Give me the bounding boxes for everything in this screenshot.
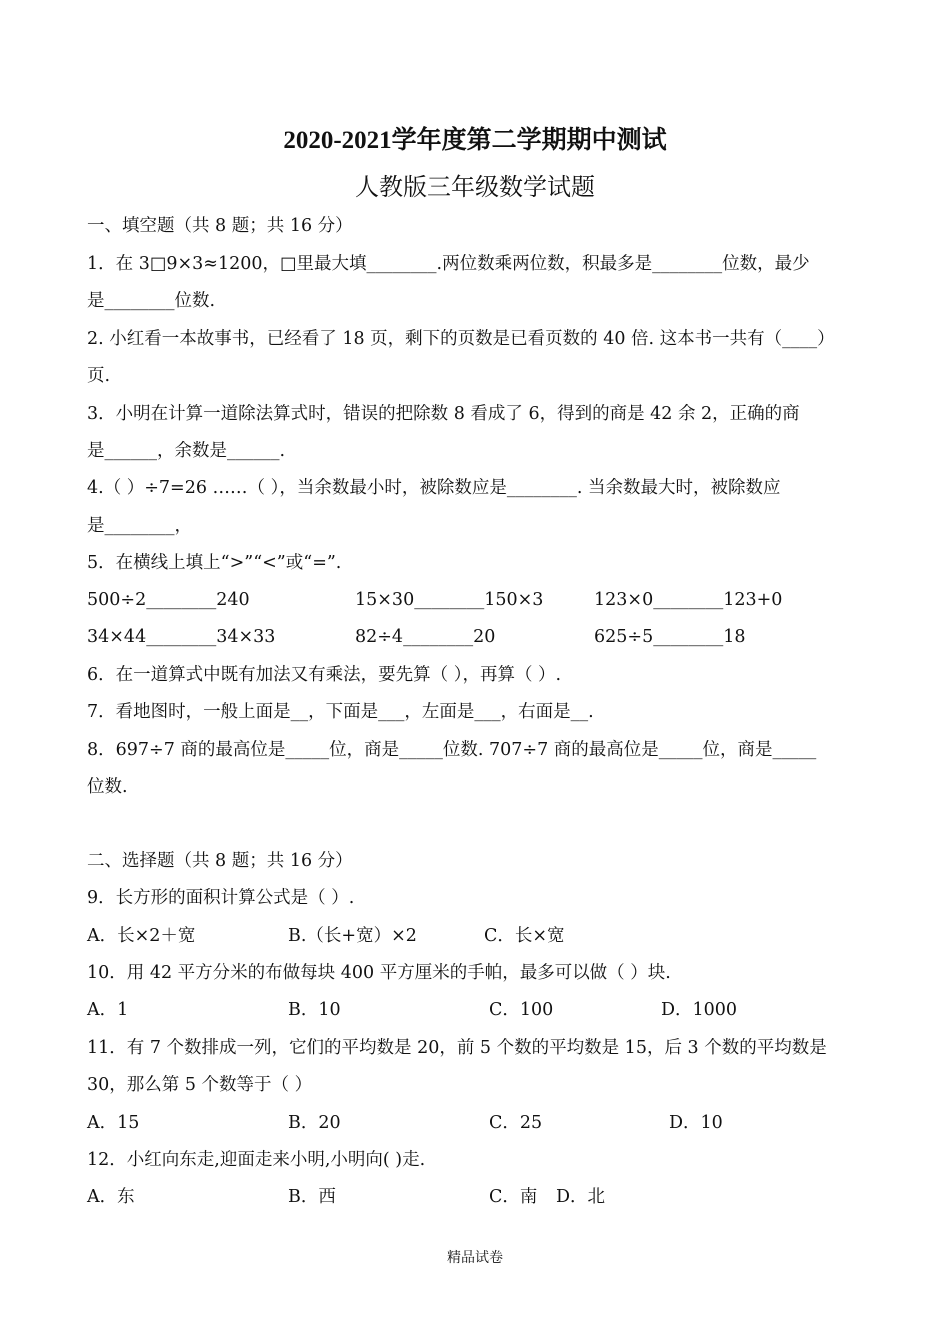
q10-stem: 10．用 42 平方分米的布做每块 400 平方厘米的手帕，最多可以做（ ）块.	[87, 963, 671, 983]
q2-line2: 页.	[87, 366, 111, 386]
section2-heading: 二、选择题（共 8 题；共 16 分）	[87, 851, 353, 871]
q5-row1-item1: 500÷2________240	[87, 590, 250, 610]
q11-option-d: D．10	[669, 1113, 723, 1133]
q11-line2: 30，那么第 5 个数等于（ ）	[87, 1075, 313, 1095]
page-title	[0, 120, 950, 156]
q6: 6．在一道算式中既有加法又有乘法，要先算（ ），再算（ ）.	[87, 665, 562, 685]
q9-option-a: A．长×2＋宽	[87, 926, 196, 946]
q11-option-a: A．15	[87, 1113, 140, 1133]
page-subtitle: 人教版三年级数学试题	[355, 173, 595, 201]
q4-line2: 是________，	[87, 516, 192, 536]
title-text: 学年度第二学期期中测试	[391, 125, 667, 154]
q12-option-c: C．南	[489, 1187, 538, 1207]
q5-row2-item2: 82÷4________20	[355, 627, 496, 647]
page-footer: 精品试卷	[447, 1250, 503, 1266]
q4-line1: 4.（ ）÷7=26 ……（ ），当余数最小时，被除数应是________. 当余数最大时，被除数应	[87, 478, 781, 498]
section1-heading: 一、填空题（共 8 题；共 16 分）	[87, 216, 353, 236]
q11-option-c: C．25	[489, 1113, 543, 1133]
q1-line2: 是________位数.	[87, 291, 216, 311]
q9-stem: 9．长方形的面积计算公式是（ ）.	[87, 888, 355, 908]
q5-row2-item1: 34×44________34×33	[87, 627, 276, 647]
q12-option-b: B．西	[288, 1187, 336, 1207]
q11-option-b: B．20	[288, 1113, 341, 1133]
q3-line2: 是______，余数是______.	[87, 441, 286, 461]
q2-line1: 2. 小红看一本故事书，已经看了 18 页，剩下的页数是已看页数的 40 倍. 这本书一共有（____）	[87, 329, 835, 349]
q9-option-b: B.（长+宽）×2	[288, 926, 417, 946]
q12-option-d: D．北	[556, 1187, 606, 1207]
q12-stem: 12．小红向东走,迎面走来小明,小明向( )走.	[87, 1150, 426, 1170]
q7: 7．看地图时，一般上面是__，下面是___，左面是___，右面是__.	[87, 702, 594, 722]
q1-line1: 1．在 3□9×3≈1200，□里最大填________.两位数乘两位数，积最多是________位数，最少	[87, 254, 810, 274]
q12-option-a: A．东	[87, 1187, 135, 1207]
q10-option-b: B．10	[288, 1000, 341, 1020]
q8-line2: 位数.	[87, 777, 128, 797]
q10-option-c: C．100	[489, 1000, 554, 1020]
q5-row2-item3: 625÷5________18	[594, 627, 746, 647]
q10-option-a: A．1	[87, 1000, 129, 1020]
q8-line1: 8．697÷7 商的最高位是_____位，商是_____位数. 707÷7 商的最高位是_____位，商是_____	[87, 740, 817, 760]
q5-row1-item3: 123×0________123+0	[594, 590, 783, 610]
q5-stem: 5．在横线上填上“>”“<”或“=”.	[87, 553, 342, 573]
q9-option-c: C．长×宽	[484, 926, 565, 946]
q5-row1-item2: 15×30________150×3	[355, 590, 544, 610]
q11-line1: 11．有 7 个数排成一列，它们的平均数是 20，前 5 个数的平均数是 15，后 3 个数的平均数是	[87, 1038, 827, 1058]
q3-line1: 3．小明在计算一道除法算式时，错误的把除数 8 看成了 6，得到的商是 42 余 2，正确的商	[87, 404, 800, 424]
title-year: 2020-2021	[283, 127, 392, 154]
q10-option-d: D．1000	[661, 1000, 738, 1020]
